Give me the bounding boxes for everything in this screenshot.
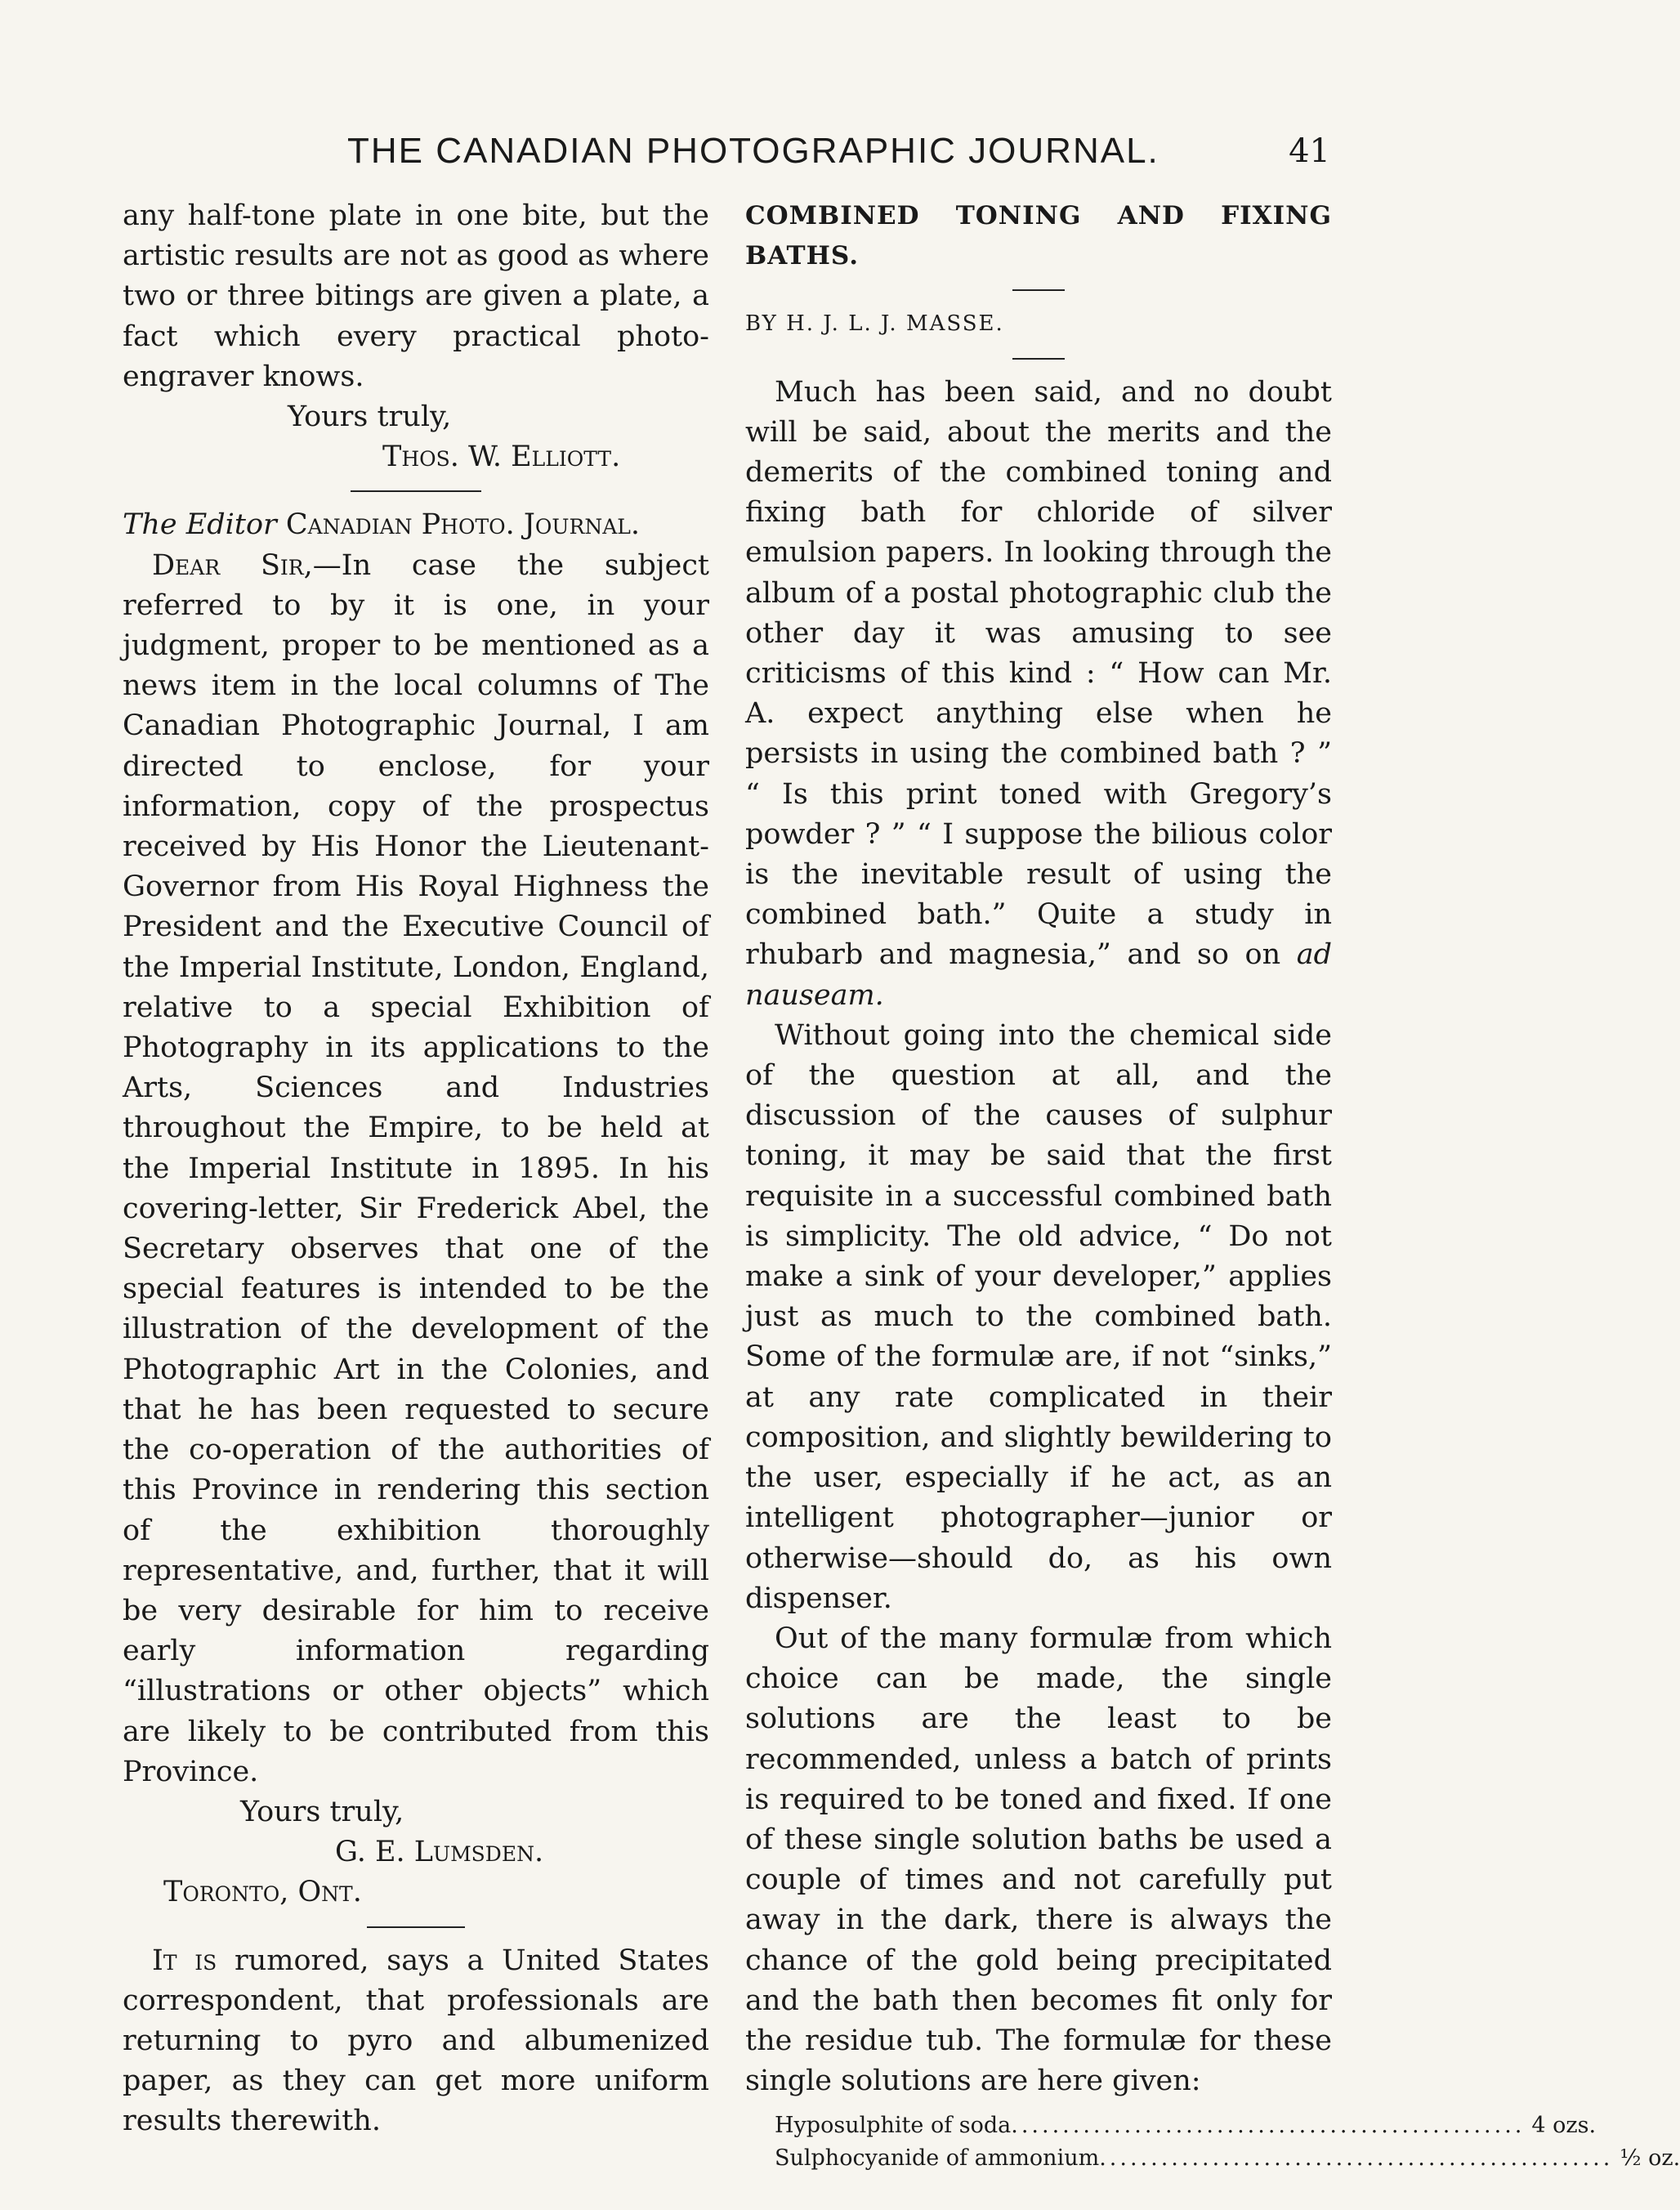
article-paragraph-3: Out of the many formulæ from which choice can be made, the single solutions are the least to be recommended, unless a batch of prints is required to be toned and fixed. If one of these single solution baths be used a couple of times and not carefully put away in the dark, there is always the chance of the gold being precipitated and the bath then becomes fit only for the residue tub. The formulæ for these single solutions are here given: [745,1622,1332,2098]
news-item [123,1941,709,2142]
letter-continuation: any half-tone plate in one bite, but the artistic results are not as good as where two or three bitings are given a plate, a fact which every practical photo-engraver knows. [123,199,709,393]
address-italic: The Editor [123,508,277,542]
formula-quantity: ½ oz. [1620,2145,1680,2172]
article-heading: COMBINED TONING AND FIXING BATHS. [745,201,1332,271]
letter-body-text: —In case the subject referred to by it is one, in your judgment, proper to be mentioned as a news item in the local columns of The Canadian Photographic Journal, I am directed to enclose, for your information, copy of the prospectus received by His Honor the Lieutenant-Governor from His Royal Highness the President and the Executive Council of the Imperial Institute, London, England, relative to a special Exhibition of Photography in its applications to the Arts, Sciences and Industries throughout the Empire, to be held at the Imperial Institute in 1895. In his covering-letter, Sir Frederick Abel, the Secretary observes that one of the special features is intended to be the illustration of the development of the Photographic Art in the Colonies, and that he has been requested to secure the co-operation of the authorities of this Province in rendering this section of the exhibition thoroughly representative, and, further, that it will be very desirable for him to receive early information regarding “illustrations or other objects” which are likely to be contributed from this Province. [123,548,709,1788]
news-text: rumored, says a United States correspondent, that professionals are returning to pyro and albumenized paper, as they can get more uniform results therewith. [123,1944,709,2138]
right-column [745,196,1680,2175]
article-paragraph-2: Without going into the chemical side of the question at all, and the discussion of the causes of sulphur toning, it may be said that the first requisite in a successful combined bath is simplicity. The old advice, “ Do not make a sink of your developer,” applies just as much to the combined bath. Some of the formulæ are, if not “sinks,” at any rate complicated in their composition, and slightly bewildering to the user, especially if he act, as an intelligent photographer—junior or otherwise—should do, as his own dispenser. [745,1018,1332,1615]
formula-line [745,2142,1680,2175]
address-rest: Canadian Photo. Journal. [285,508,640,542]
journal-title: THE CANADIAN PHOTOGRAPHIC JOURNAL. [347,131,1159,171]
page-number: 41 [1289,132,1330,170]
closing-2: Yours truly, [240,1795,404,1828]
article-byline: BY H. J. L. J. MASSE. [745,311,1004,337]
formula-name: Hyposulphite of soda [775,2113,1012,2139]
formula-line [745,2109,1597,2142]
formula-name: Sulphocyanide of ammonium [775,2145,1100,2172]
left-column [123,196,709,2142]
letter-body [123,546,709,1792]
article-paragraph-1-text: Much has been said, and no doubt will be said, about the merits and the demerits of the combined toning and fixing bath for chloride of silver emulsion papers. In looking through the album of a postal photographic club the other day it was amusing to see criticisms of this kind : “ How can Mr. A. expect anything else when he persists in using the combined bath ? ” “ Is this print toned with Gregory’s powder ? ” “ I suppose the bilious color is the inevitable result of using the combined bath.” Quite a study in rhubarb and magnesia,” and so on [745,375,1332,972]
salutation: Dear Sir, [152,548,313,582]
article-paragraph-1 [745,373,1332,1016]
signature-2: G. E. Lumsden. [335,1836,544,1869]
formula-leader-dots: .................................................. [1099,2145,1614,2172]
letter-address [123,505,709,545]
running-header [123,123,1332,180]
place-line: Toronto, Ont. [163,1876,362,1909]
news-lead: It is [152,1944,217,1977]
closing-1: Yours truly, [288,400,452,434]
signature-1: Thos. W. Elliott. [382,441,621,474]
formula-quantity: 4 ozs. [1531,2113,1597,2139]
article-paragraph-1-italic: ad nauseam. [745,938,1332,1012]
formula-leader-dots: .................................................. [1011,2113,1526,2139]
